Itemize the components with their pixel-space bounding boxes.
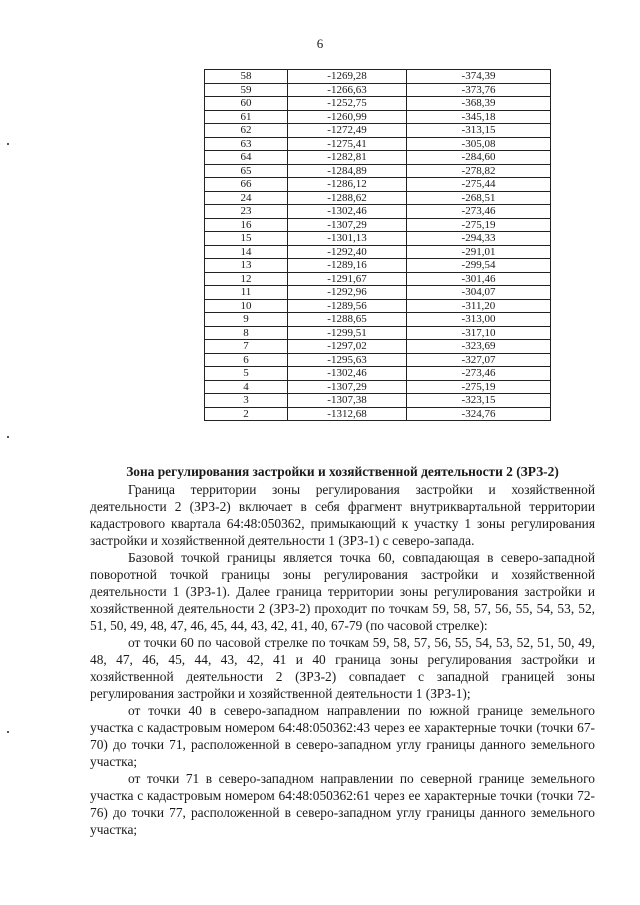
cell-y-coordinate: -284,60	[407, 151, 551, 165]
cell-x-coordinate: -1275,41	[288, 137, 407, 151]
cell-point-number: 24	[205, 191, 288, 205]
paragraph-segment-71-77: от точки 71 в северо-западном направлении по северной границе земельного участка с кадастровым номером 64:48:050362:61 через ее характерные точки (точки 72-76) до точки 77, расположенной в северо-западном углу границы данного земельного участка;	[90, 771, 595, 837]
table-row	[205, 191, 551, 205]
table-row	[205, 218, 551, 232]
cell-y-coordinate: -374,39	[407, 70, 551, 84]
cell-point-number: 10	[205, 299, 288, 313]
cell-x-coordinate: -1284,89	[288, 164, 407, 178]
table-row	[205, 394, 551, 408]
table-row	[205, 367, 551, 381]
cell-x-coordinate: -1307,38	[288, 394, 407, 408]
table-row	[205, 407, 551, 421]
cell-x-coordinate: -1252,75	[288, 97, 407, 111]
table-row	[205, 313, 551, 327]
cell-point-number: 58	[205, 70, 288, 84]
table-row	[205, 164, 551, 178]
paragraph-segment-40-71: от точки 40 в северо-западном направлении по южной границе земельного участка с кадастровым номером 64:48:050362:43 через ее характерные точки (точки 67-70) до точки 71, расположенной в северо-западном углу границы данного земельного участка;	[90, 703, 595, 769]
cell-point-number: 16	[205, 218, 288, 232]
cell-y-coordinate: -313,15	[407, 124, 551, 138]
cell-point-number: 59	[205, 83, 288, 97]
cell-x-coordinate: -1269,28	[288, 70, 407, 84]
table-row	[205, 286, 551, 300]
cell-point-number: 63	[205, 137, 288, 151]
cell-y-coordinate: -324,76	[407, 407, 551, 421]
paragraph-base-point: Базовой точкой границы является точка 60, совпадающая в северо-западной поворотной точкой границы зоны регулирования застройки и хозяйственной деятельности 1 (ЗРЗ-1). Далее граница территории зоны регулирования застройки и хозяйственной деятельности 2 (ЗРЗ-2) проходит по точкам 59, 58, 57, 56, 55, 54, 53, 52, 51, 50, 49, 48, 47, 46, 45, 44, 43, 42, 41, 40, 67-79 (по часовой стрелке):	[90, 550, 595, 633]
cell-point-number: 13	[205, 259, 288, 273]
cell-y-coordinate: -275,44	[407, 178, 551, 192]
table-row	[205, 83, 551, 97]
cell-y-coordinate: -323,69	[407, 340, 551, 354]
cell-point-number: 8	[205, 326, 288, 340]
cell-point-number: 60	[205, 97, 288, 111]
cell-y-coordinate: -313,00	[407, 313, 551, 327]
cell-y-coordinate: -273,46	[407, 205, 551, 219]
table-row	[205, 259, 551, 273]
cell-x-coordinate: -1292,96	[288, 286, 407, 300]
cell-point-number: 3	[205, 394, 288, 408]
table-row	[205, 340, 551, 354]
cell-x-coordinate: -1288,65	[288, 313, 407, 327]
cell-point-number: 14	[205, 245, 288, 259]
cell-y-coordinate: -294,33	[407, 232, 551, 246]
cell-y-coordinate: -327,07	[407, 353, 551, 367]
cell-x-coordinate: -1299,51	[288, 326, 407, 340]
cell-point-number: 66	[205, 178, 288, 192]
cell-x-coordinate: -1260,99	[288, 110, 407, 124]
cell-x-coordinate: -1297,02	[288, 340, 407, 354]
cell-y-coordinate: -301,46	[407, 272, 551, 286]
section-heading: Зона регулирования застройки и хозяйственной деятельности 2 (ЗРЗ-2)	[126, 464, 559, 479]
paragraph-segment-60-40: от точки 60 по часовой стрелке по точкам 59, 58, 57, 56, 55, 54, 53, 52, 51, 50, 49, 48, 47, 46, 45, 44, 43, 42, 41 и 40 граница зоны регулирования застройки и хозяйственной деятельности 2 (ЗРЗ-2) совпадает с западной границей зоны регулирования застройки и хозяйственной деятельности 1 (ЗРЗ-1);	[90, 635, 595, 701]
table-row	[205, 326, 551, 340]
cell-x-coordinate: -1266,63	[288, 83, 407, 97]
cell-point-number: 5	[205, 367, 288, 381]
cell-y-coordinate: -305,08	[407, 137, 551, 151]
cell-y-coordinate: -345,18	[407, 110, 551, 124]
cell-x-coordinate: -1289,16	[288, 259, 407, 273]
cell-x-coordinate: -1302,46	[288, 367, 407, 381]
table-row	[205, 97, 551, 111]
cell-y-coordinate: -304,07	[407, 286, 551, 300]
cell-x-coordinate: -1302,46	[288, 205, 407, 219]
paragraph-intro: Граница территории зоны регулирования застройки и хозяйственной деятельности 2 (ЗРЗ-2) включает в себя фрагмент внутриквартальной территории кадастрового квартала 64:48:050362, примыкающий к участку 1 зоны регулирования застройки и хозяйственной деятельности 1 (ЗРЗ-1) с северо-запада.	[90, 482, 595, 548]
cell-x-coordinate: -1301,13	[288, 232, 407, 246]
table-row	[205, 137, 551, 151]
cell-y-coordinate: -311,20	[407, 299, 551, 313]
table-row	[205, 205, 551, 219]
table-row	[205, 353, 551, 367]
coordinates-table-body	[205, 70, 551, 421]
cell-y-coordinate: -278,82	[407, 164, 551, 178]
cell-x-coordinate: -1282,81	[288, 151, 407, 165]
cell-x-coordinate: -1312,68	[288, 407, 407, 421]
cell-point-number: 7	[205, 340, 288, 354]
cell-point-number: 9	[205, 313, 288, 327]
cell-point-number: 6	[205, 353, 288, 367]
cell-y-coordinate: -268,51	[407, 191, 551, 205]
cell-point-number: 65	[205, 164, 288, 178]
table-row	[205, 178, 551, 192]
table-row	[205, 124, 551, 138]
cell-point-number: 64	[205, 151, 288, 165]
table-row	[205, 245, 551, 259]
table-row	[205, 232, 551, 246]
coordinates-table	[204, 69, 551, 421]
cell-x-coordinate: -1307,29	[288, 380, 407, 394]
cell-point-number: 11	[205, 286, 288, 300]
cell-y-coordinate: -291,01	[407, 245, 551, 259]
cell-y-coordinate: -275,19	[407, 218, 551, 232]
cell-x-coordinate: -1286,12	[288, 178, 407, 192]
cell-point-number: 62	[205, 124, 288, 138]
cell-y-coordinate: -275,19	[407, 380, 551, 394]
table-row	[205, 110, 551, 124]
cell-x-coordinate: -1295,63	[288, 353, 407, 367]
cell-point-number: 12	[205, 272, 288, 286]
cell-point-number: 15	[205, 232, 288, 246]
cell-y-coordinate: -273,46	[407, 367, 551, 381]
cell-x-coordinate: -1292,40	[288, 245, 407, 259]
scan-speck	[7, 436, 9, 438]
table-row	[205, 70, 551, 84]
section-text	[90, 463, 595, 838]
cell-x-coordinate: -1307,29	[288, 218, 407, 232]
table-row	[205, 272, 551, 286]
cell-y-coordinate: -373,76	[407, 83, 551, 97]
page-number: 6	[316, 36, 324, 51]
table-row	[205, 299, 551, 313]
cell-point-number: 4	[205, 380, 288, 394]
cell-point-number: 2	[205, 407, 288, 421]
cell-x-coordinate: -1289,56	[288, 299, 407, 313]
cell-x-coordinate: -1291,67	[288, 272, 407, 286]
cell-y-coordinate: -317,10	[407, 326, 551, 340]
cell-x-coordinate: -1272,49	[288, 124, 407, 138]
table-row	[205, 151, 551, 165]
cell-x-coordinate: -1288,62	[288, 191, 407, 205]
cell-y-coordinate: -299,54	[407, 259, 551, 273]
table-row	[205, 380, 551, 394]
cell-point-number: 23	[205, 205, 288, 219]
cell-y-coordinate: -323,15	[407, 394, 551, 408]
scan-speck	[7, 143, 9, 145]
scan-speck	[7, 731, 9, 733]
cell-y-coordinate: -368,39	[407, 97, 551, 111]
cell-point-number: 61	[205, 110, 288, 124]
